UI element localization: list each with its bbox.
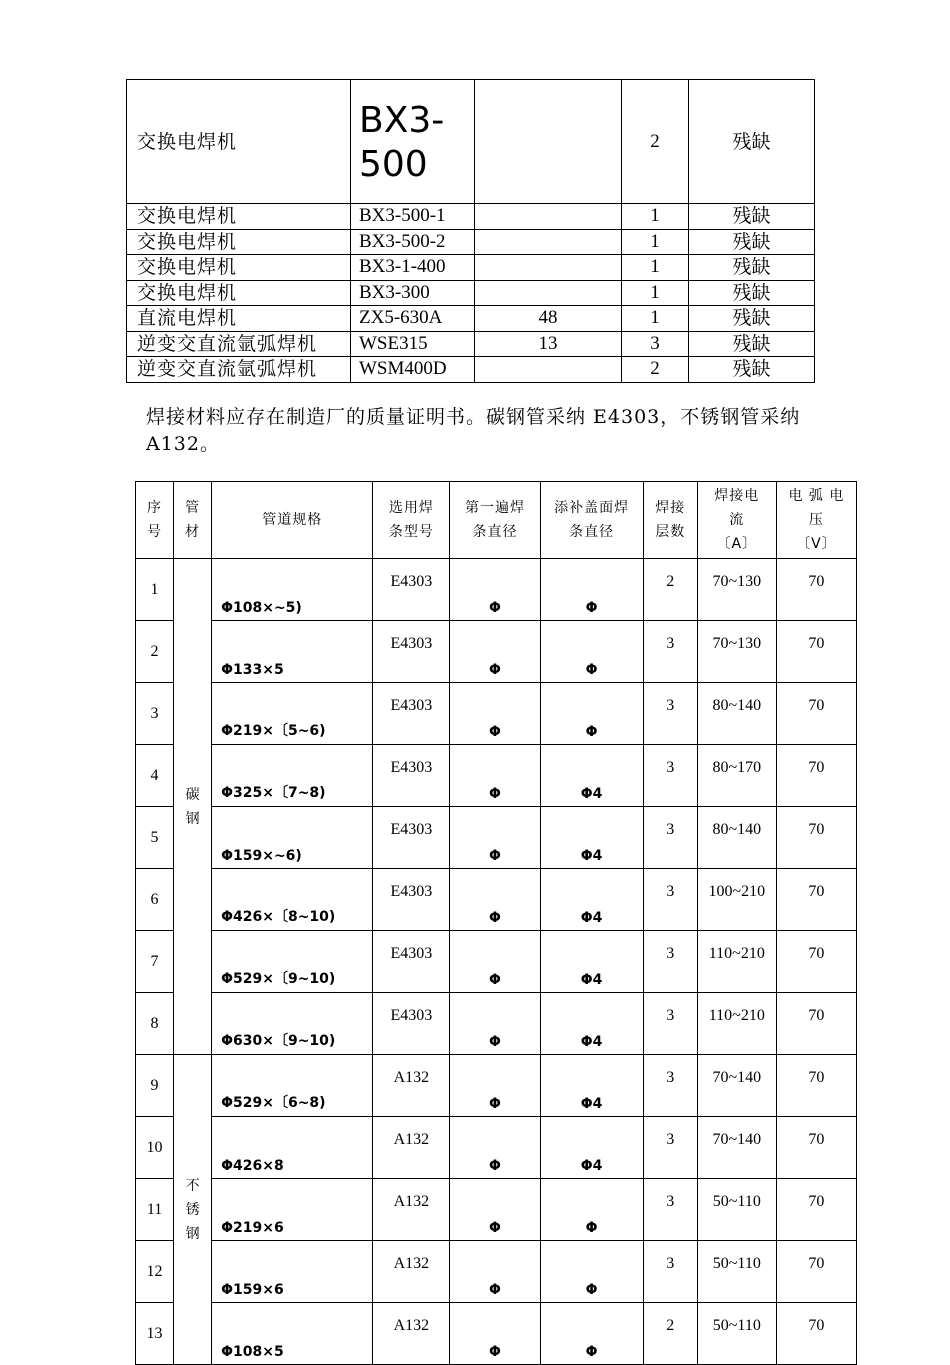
voltage-cell: 70 — [776, 1303, 856, 1365]
seq-cell: 8 — [136, 993, 174, 1055]
electrode-cell: A132 — [373, 1241, 450, 1303]
table-row — [127, 306, 815, 332]
seq-cell: 9 — [136, 1055, 174, 1117]
first-pass-dia-cell: Φ — [450, 1055, 540, 1117]
seq-cell: 1 — [136, 559, 174, 621]
pipe-spec-cell: Φ325×〔7~8) — [212, 745, 373, 807]
cover-pass-dia-cell: Φ — [540, 1179, 643, 1241]
voltage-cell: 70 — [776, 745, 856, 807]
equipment-name-cell: 交换电焊机 — [127, 255, 351, 281]
pipe-spec-cell: Φ108×5 — [212, 1303, 373, 1365]
equipment-model-cell: BX3-500-1 — [351, 204, 475, 230]
voltage-cell: 70 — [776, 683, 856, 745]
equipment-name-cell: 逆变交直流氩弧焊机 — [127, 331, 351, 357]
current-cell: 70~130 — [697, 559, 776, 621]
layers-cell: 3 — [643, 745, 697, 807]
seq-cell: 6 — [136, 869, 174, 931]
cover-pass-dia-cell: Φ — [540, 1303, 643, 1365]
current-cell: 110~210 — [697, 931, 776, 993]
voltage-cell: 70 — [776, 993, 856, 1055]
electrode-cell: E4303 — [373, 745, 450, 807]
electrode-cell: E4303 — [373, 993, 450, 1055]
pipe-spec-cell: Φ159×~6) — [212, 807, 373, 869]
first-pass-dia-cell: Φ — [450, 683, 540, 745]
header-spec: 管道规格 — [212, 482, 373, 559]
equipment-model-cell: BX3-1-400 — [351, 255, 475, 281]
header-electrode: 选用焊 条型号 — [373, 482, 450, 559]
voltage-cell: 70 — [776, 1241, 856, 1303]
equipment-count-cell: 1 — [622, 204, 689, 230]
seq-cell: 11 — [136, 1179, 174, 1241]
cover-pass-dia-cell: Φ — [540, 621, 643, 683]
first-pass-dia-cell: Φ — [450, 807, 540, 869]
material-cell: 不 锈 钢 — [174, 1055, 212, 1365]
seq-cell: 10 — [136, 1117, 174, 1179]
equipment-model-cell: BX3- 500 — [351, 80, 475, 204]
equipment-qty-cell — [475, 357, 622, 383]
cover-pass-dia-cell: Φ4 — [540, 931, 643, 993]
current-cell: 50~110 — [697, 1241, 776, 1303]
equipment-qty-cell — [475, 229, 622, 255]
welding-parameters-table — [135, 481, 857, 1365]
pipe-spec-cell: Φ219×6 — [212, 1179, 373, 1241]
first-pass-dia-cell: Φ — [450, 1303, 540, 1365]
equipment-count-cell: 1 — [622, 229, 689, 255]
table-row — [127, 204, 815, 230]
equipment-name-cell: 逆变交直流氩弧焊机 — [127, 357, 351, 383]
equipment-status-cell: 残缺 — [689, 357, 815, 383]
electrode-cell: A132 — [373, 1179, 450, 1241]
electrode-cell: E4303 — [373, 683, 450, 745]
equipment-count-cell: 2 — [622, 80, 689, 204]
seq-cell: 2 — [136, 621, 174, 683]
pipe-spec-cell: Φ426×8 — [212, 1117, 373, 1179]
electrode-cell: A132 — [373, 1303, 450, 1365]
equipment-status-cell: 残缺 — [689, 306, 815, 332]
current-cell: 100~210 — [697, 869, 776, 931]
equipment-count-cell: 3 — [622, 331, 689, 357]
layers-cell: 3 — [643, 683, 697, 745]
current-cell: 70~130 — [697, 621, 776, 683]
table-row — [127, 331, 815, 357]
equipment-count-cell: 1 — [622, 280, 689, 306]
cover-pass-dia-cell: Φ4 — [540, 993, 643, 1055]
cover-pass-dia-cell: Φ4 — [540, 869, 643, 931]
equipment-table — [126, 79, 815, 383]
equipment-count-cell: 1 — [622, 306, 689, 332]
cover-pass-dia-cell: Φ4 — [540, 745, 643, 807]
seq-cell: 7 — [136, 931, 174, 993]
equipment-name-cell: 交换电焊机 — [127, 204, 351, 230]
first-pass-dia-cell: Φ — [450, 621, 540, 683]
table-header-row — [136, 482, 857, 559]
pipe-spec-cell: Φ108×~5) — [212, 559, 373, 621]
equipment-qty-cell — [475, 255, 622, 281]
table-row — [136, 1241, 857, 1303]
cover-pass-dia-cell: Φ — [540, 1241, 643, 1303]
table-row — [136, 559, 857, 621]
header-seq: 序 号 — [136, 482, 174, 559]
electrode-cell: A132 — [373, 1055, 450, 1117]
layers-cell: 3 — [643, 993, 697, 1055]
layers-cell: 3 — [643, 1241, 697, 1303]
electrode-cell: E4303 — [373, 559, 450, 621]
pipe-spec-cell: Φ133×5 — [212, 621, 373, 683]
pipe-spec-cell: Φ529×〔9~10) — [212, 931, 373, 993]
table-row — [136, 1117, 857, 1179]
current-cell: 70~140 — [697, 1117, 776, 1179]
materials-paragraph: 焊接材料应存在制造厂的质量证明书。碳钢管采纳 E4303，不锈钢管采纳 A132。 — [146, 406, 801, 455]
table-row — [127, 280, 815, 306]
table-row — [136, 993, 857, 1055]
first-pass-dia-cell: Φ — [450, 869, 540, 931]
equipment-status-cell: 残缺 — [689, 229, 815, 255]
equipment-qty-cell: 48 — [475, 306, 622, 332]
first-pass-dia-cell: Φ — [450, 1241, 540, 1303]
pipe-spec-cell: Φ426×〔8~10) — [212, 869, 373, 931]
voltage-cell: 70 — [776, 1179, 856, 1241]
table-row — [127, 229, 815, 255]
first-pass-dia-cell: Φ — [450, 745, 540, 807]
current-cell: 50~110 — [697, 1303, 776, 1365]
material-cell: 碳 钢 — [174, 559, 212, 1055]
table-row — [136, 1055, 857, 1117]
table-row — [136, 931, 857, 993]
seq-cell: 12 — [136, 1241, 174, 1303]
table-row — [127, 255, 815, 281]
equipment-status-cell: 残缺 — [689, 80, 815, 204]
seq-cell: 4 — [136, 745, 174, 807]
table-row — [136, 869, 857, 931]
layers-cell: 3 — [643, 869, 697, 931]
cover-pass-dia-cell: Φ4 — [540, 807, 643, 869]
first-pass-dia-cell: Φ — [450, 559, 540, 621]
voltage-cell: 70 — [776, 1117, 856, 1179]
table-row — [136, 807, 857, 869]
header-cover-dia: 添补盖面焊 条直径 — [540, 482, 643, 559]
electrode-cell: E4303 — [373, 931, 450, 993]
electrode-cell: E4303 — [373, 807, 450, 869]
voltage-cell: 70 — [776, 807, 856, 869]
electrode-cell: E4303 — [373, 869, 450, 931]
equipment-model-cell: ZX5-630A — [351, 306, 475, 332]
equipment-name-cell: 直流电焊机 — [127, 306, 351, 332]
equipment-qty-cell — [475, 80, 622, 204]
pipe-spec-cell: Φ159×6 — [212, 1241, 373, 1303]
pipe-spec-cell: Φ630×〔9~10) — [212, 993, 373, 1055]
first-pass-dia-cell: Φ — [450, 1179, 540, 1241]
layers-cell: 3 — [643, 1055, 697, 1117]
equipment-status-cell: 残缺 — [689, 204, 815, 230]
cover-pass-dia-cell: Φ — [540, 683, 643, 745]
equipment-status-cell: 残缺 — [689, 280, 815, 306]
current-cell: 70~140 — [697, 1055, 776, 1117]
cover-pass-dia-cell: Φ4 — [540, 1117, 643, 1179]
layers-cell: 3 — [643, 1179, 697, 1241]
pipe-spec-cell: Φ219×〔5~6) — [212, 683, 373, 745]
equipment-model-cell: BX3-300 — [351, 280, 475, 306]
equipment-name-cell: 交换电焊机 — [127, 229, 351, 255]
table-row — [136, 1179, 857, 1241]
header-current: 焊接电 流 〔A〕 — [697, 482, 776, 559]
equipment-model-cell: WSM400D — [351, 357, 475, 383]
equipment-count-cell: 1 — [622, 255, 689, 281]
first-pass-dia-cell: Φ — [450, 1117, 540, 1179]
current-cell: 80~140 — [697, 683, 776, 745]
seq-cell: 5 — [136, 807, 174, 869]
seq-cell: 3 — [136, 683, 174, 745]
equipment-status-cell: 残缺 — [689, 255, 815, 281]
layers-cell: 3 — [643, 621, 697, 683]
equipment-qty-cell: 13 — [475, 331, 622, 357]
voltage-cell: 70 — [776, 1055, 856, 1117]
table-row — [136, 621, 857, 683]
header-first-dia: 第一遍焊 条直径 — [450, 482, 540, 559]
table-row — [136, 745, 857, 807]
header-material: 管 材 — [174, 482, 212, 559]
voltage-cell: 70 — [776, 869, 856, 931]
current-cell: 80~170 — [697, 745, 776, 807]
pipe-spec-cell: Φ529×〔6~8) — [212, 1055, 373, 1117]
voltage-cell: 70 — [776, 931, 856, 993]
first-pass-dia-cell: Φ — [450, 993, 540, 1055]
current-cell: 80~140 — [697, 807, 776, 869]
equipment-qty-cell — [475, 280, 622, 306]
equipment-model-cell: BX3-500-2 — [351, 229, 475, 255]
table-row — [136, 1303, 857, 1365]
equipment-status-cell: 残缺 — [689, 331, 815, 357]
equipment-name-cell: 交换电焊机 — [127, 280, 351, 306]
layers-cell: 2 — [643, 559, 697, 621]
header-voltage: 电 弧 电 压 〔V〕 — [776, 482, 856, 559]
electrode-cell: A132 — [373, 1117, 450, 1179]
table-row — [136, 683, 857, 745]
voltage-cell: 70 — [776, 559, 856, 621]
layers-cell: 3 — [643, 931, 697, 993]
voltage-cell: 70 — [776, 621, 856, 683]
table-row — [127, 80, 815, 204]
equipment-count-cell: 2 — [622, 357, 689, 383]
layers-cell: 2 — [643, 1303, 697, 1365]
first-pass-dia-cell: Φ — [450, 931, 540, 993]
equipment-name-cell: 交换电焊机 — [127, 80, 351, 204]
header-layers: 焊接 层数 — [643, 482, 697, 559]
layers-cell: 3 — [643, 1117, 697, 1179]
table-row — [127, 357, 815, 383]
equipment-qty-cell — [475, 204, 622, 230]
current-cell: 110~210 — [697, 993, 776, 1055]
seq-cell: 13 — [136, 1303, 174, 1365]
cover-pass-dia-cell: Φ — [540, 559, 643, 621]
cover-pass-dia-cell: Φ4 — [540, 1055, 643, 1117]
equipment-model-cell: WSE315 — [351, 331, 475, 357]
layers-cell: 3 — [643, 807, 697, 869]
electrode-cell: E4303 — [373, 621, 450, 683]
current-cell: 50~110 — [697, 1179, 776, 1241]
